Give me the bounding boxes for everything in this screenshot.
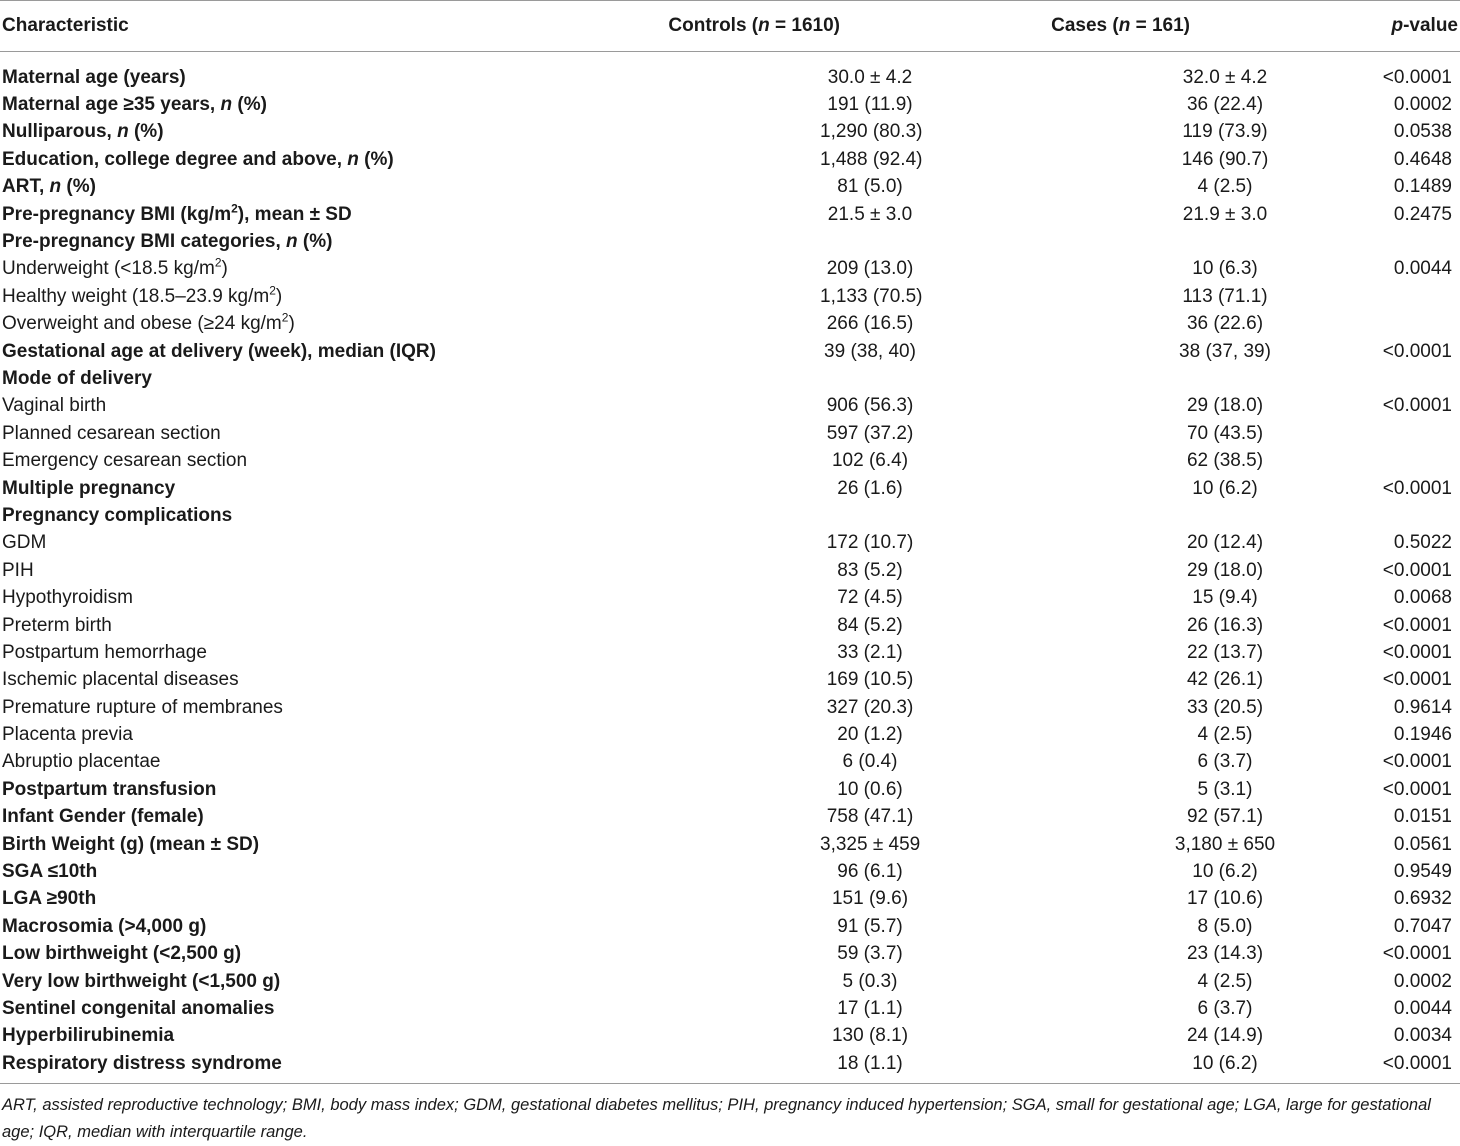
p-value: 0.1489	[1393, 176, 1452, 198]
controls-value: 81 (5.0)	[837, 176, 903, 198]
table-row	[0, 393, 1460, 420]
cases-value: 10 (6.2)	[1192, 477, 1258, 499]
cases-value: 29 (18.0)	[1186, 559, 1264, 581]
row-label: GDM	[2, 532, 47, 554]
row-label: Ischemic placental diseases	[2, 669, 239, 691]
row-label: Premature rupture of membranes	[2, 696, 283, 718]
controls-value: 1,488 (92.4)	[820, 148, 923, 170]
p-value: 0.0044	[1393, 258, 1452, 280]
controls-value: 20 (1.2)	[837, 724, 903, 746]
row-label: Macrosomia (>4,000 g)	[2, 915, 207, 937]
row-label: Abruptio placentae	[2, 751, 161, 773]
controls-value: 172 (10.7)	[826, 532, 914, 554]
cases-value: 3,180 ± 650	[1174, 833, 1276, 855]
cases-value: 33 (20.5)	[1186, 696, 1264, 718]
cases-value: 113 (71.1)	[1182, 285, 1268, 307]
controls-value: 169 (10.5)	[826, 669, 914, 691]
row-label: Pre-pregnancy BMI categories, n (%)	[2, 231, 333, 253]
controls-value: 84 (5.2)	[837, 614, 903, 636]
controls-value: 59 (3.7)	[837, 943, 903, 965]
row-label: Placenta previa	[2, 724, 133, 746]
p-value: <0.0001	[1382, 614, 1452, 636]
cases-value: 8 (5.0)	[1197, 915, 1253, 937]
p-value: <0.0001	[1382, 669, 1452, 691]
p-value	[1320, 420, 1460, 447]
table-row	[0, 311, 1460, 338]
cases-value: 10 (6.2)	[920, 1050, 1320, 1084]
cases-value: 26 (16.3)	[1186, 614, 1264, 636]
cases-value: 4 (2.5)	[1197, 724, 1253, 746]
row-label: Multiple pregnancy	[2, 477, 176, 499]
header-characteristic: Characteristic	[0, 1, 580, 52]
controls-value: 96 (6.1)	[837, 861, 903, 883]
controls-value: 758 (47.1)	[826, 806, 914, 828]
p-value: 0.7047	[1393, 915, 1452, 937]
table-row	[0, 475, 1460, 502]
cases-value: 10 (6.2)	[1192, 861, 1258, 883]
cases-value: 36 (22.6)	[1186, 313, 1264, 335]
table-row	[0, 694, 1460, 721]
controls-value: 266 (16.5)	[826, 313, 914, 335]
table-row	[0, 174, 1460, 201]
row-label: Hypothyroidism	[2, 587, 133, 609]
table-row	[0, 365, 1460, 392]
row-label: Birth Weight (g) (mean ± SD)	[2, 833, 260, 855]
header-controls: Controls (n = 1610)	[580, 1, 920, 52]
row-label: Very low birthweight (<1,500 g)	[2, 970, 281, 992]
cases-value: 24 (14.9)	[1186, 1025, 1264, 1047]
table-row	[0, 201, 1460, 228]
p-value: 0.4648	[1393, 148, 1452, 170]
table-row	[0, 530, 1460, 557]
row-label: LGA ≥90th	[2, 888, 97, 910]
table-row	[0, 968, 1460, 995]
cases-value: 146 (90.7)	[1181, 148, 1269, 170]
row-label: Low birthweight (<2,500 g)	[2, 943, 242, 965]
cases-value: 42 (26.1)	[1186, 669, 1264, 691]
p-value	[1320, 311, 1460, 338]
row-label: Healthy weight (18.5–23.9 $kg/m^2$)	[2, 283, 283, 307]
table-row	[0, 749, 1460, 776]
p-value	[1320, 228, 1460, 255]
cases-value: 4 (2.5)	[1197, 176, 1253, 198]
table-row	[0, 420, 1460, 447]
controls-value: 1,133 (70.5)	[820, 285, 923, 307]
cases-value: 22 (13.7)	[1186, 641, 1264, 663]
p-value: 0.0044	[1393, 997, 1452, 1019]
p-value: <0.0001	[1382, 66, 1452, 88]
p-value: 0.5022	[1393, 532, 1452, 554]
table-row	[0, 91, 1460, 118]
p-value: 0.1946	[1393, 724, 1452, 746]
row-label: Pregnancy complications	[2, 504, 233, 526]
controls-value	[580, 502, 920, 529]
cases-value: 6 (3.7)	[1197, 997, 1253, 1019]
row-label: ART, n (%)	[2, 176, 96, 198]
p-value	[1320, 365, 1460, 392]
row-label: Hyperbilirubinemia	[2, 1025, 175, 1047]
p-value: 0.6932	[1393, 888, 1452, 910]
row-label: Postpartum transfusion	[2, 778, 217, 800]
controls-value: 191 (11.9)	[827, 94, 913, 116]
table-row	[0, 256, 1460, 283]
row-label: Vaginal birth	[2, 395, 107, 417]
row-label: PIH	[2, 559, 34, 581]
table-row	[0, 941, 1460, 968]
header-cases: Cases (n = 161)	[920, 1, 1320, 52]
controls-value: 597 (37.2)	[826, 422, 914, 444]
table-row	[0, 995, 1460, 1022]
p-value	[1320, 283, 1460, 310]
p-value: 0.9549	[1393, 861, 1452, 883]
table-row	[0, 557, 1460, 584]
controls-value: 72 (4.5)	[837, 587, 903, 609]
table-row	[0, 776, 1460, 803]
p-value: <0.0001	[1382, 395, 1452, 417]
row-label: Gestational age at delivery (week), median (IQR)	[2, 340, 436, 362]
p-value: <0.0001	[1382, 943, 1452, 965]
controls-value: 39 (38, 40)	[824, 340, 916, 362]
cases-value: 4 (2.5)	[1197, 970, 1253, 992]
p-value: 0.2475	[1393, 203, 1452, 225]
cases-value: 21.9 ± 3.0	[1182, 203, 1268, 225]
p-value	[1320, 502, 1460, 529]
row-label: Sentinel congenital anomalies	[2, 997, 275, 1019]
row-label: Preterm birth	[2, 614, 112, 636]
cases-value: 23 (14.3)	[1186, 943, 1264, 965]
table-row	[0, 804, 1460, 831]
p-value: 0.0002	[1393, 94, 1452, 116]
row-label: Overweight and obese (≥24 $kg/m^2$)	[2, 310, 295, 335]
row-label: Respiratory distress syndrome	[0, 1050, 580, 1084]
controls-value: 209 (13.0)	[826, 258, 914, 280]
p-value: 0.9614	[1393, 696, 1452, 718]
row-label: Underweight (<18.5 $kg/m^2$)	[2, 256, 228, 280]
row-label: Maternal age (years)	[2, 66, 186, 88]
table-row	[0, 639, 1460, 666]
controls-value: 3,325 ± 459	[820, 833, 921, 855]
controls-value	[580, 228, 920, 255]
cases-value: 20 (12.4)	[1186, 532, 1264, 554]
cases-value: 38 (37, 39)	[1179, 340, 1271, 362]
cases-value: 32.0 ± 4.2	[1182, 66, 1268, 88]
controls-value: 33 (2.1)	[837, 641, 903, 663]
cases-value	[920, 502, 1320, 529]
controls-value: 21.5 ± 3.0	[827, 203, 913, 225]
p-value: 0.0002	[1393, 970, 1452, 992]
row-label: Maternal age ≥35 years, n (%)	[2, 94, 267, 116]
p-value: <0.0001	[1382, 340, 1452, 362]
row-label: Mode of delivery	[2, 367, 152, 389]
p-value	[1320, 447, 1460, 474]
cases-value: 15 (9.4)	[1192, 587, 1258, 609]
cases-value: 10 (6.3)	[1192, 258, 1258, 280]
controls-value	[580, 365, 920, 392]
controls-value: 102 (6.4)	[831, 450, 909, 472]
p-value: <0.0001	[1382, 778, 1452, 800]
table-row	[0, 1023, 1460, 1050]
table-row	[0, 831, 1460, 858]
p-value: 0.0561	[1393, 833, 1452, 855]
controls-value: 30.0 ± 4.2	[827, 66, 913, 88]
cases-value: 119 (73.9)	[1182, 121, 1268, 143]
controls-value: 10 (0.6)	[837, 778, 903, 800]
p-value: 0.0034	[1393, 1025, 1452, 1047]
header-p-value: p-value	[1320, 1, 1460, 52]
table-row	[0, 721, 1460, 748]
p-value: <0.0001	[1382, 477, 1452, 499]
table-row	[0, 64, 1460, 91]
row-label: Postpartum hemorrhage	[2, 641, 207, 663]
table-row	[0, 886, 1460, 913]
table-row	[0, 858, 1460, 885]
p-value: <0.0001	[1320, 1050, 1460, 1084]
controls-value: 26 (1.6)	[837, 477, 903, 499]
table-row	[0, 228, 1460, 255]
cases-value: 62 (38.5)	[1186, 450, 1264, 472]
controls-value: 6 (0.4)	[842, 751, 898, 773]
row-label: Planned cesarean section	[2, 422, 221, 444]
table-header-row	[0, 1, 1460, 52]
controls-value: 18 (1.1)	[580, 1050, 920, 1084]
cases-value: 6 (3.7)	[1197, 751, 1253, 773]
row-label: Pre-pregnancy BMI $(kg/m^2)$, mean ± SD	[2, 201, 352, 225]
controls-value: 83 (5.2)	[837, 559, 903, 581]
p-value: 0.0538	[1393, 121, 1452, 143]
p-value: <0.0001	[1382, 641, 1452, 663]
table-row	[0, 447, 1460, 474]
cases-value: 36 (22.4)	[1186, 94, 1264, 116]
table-row	[0, 1050, 1460, 1084]
table-footnote: ART, assisted reproductive technology; BMI, body mass index; GDM, gestational diabetes mellitus; PIH, pregnancy induced hypertension; SGA, small for gestational age; LGA, large for gestational age; IQR, median with interquartile range.	[2, 1096, 1431, 1142]
table-row	[0, 119, 1460, 146]
controls-value: 91 (5.7)	[837, 915, 903, 937]
table-row	[0, 667, 1460, 694]
table-row	[0, 584, 1460, 611]
table-row	[0, 502, 1460, 529]
controls-value: 130 (8.1)	[831, 1025, 909, 1047]
controls-value: 5 (0.3)	[842, 970, 898, 992]
controls-value: 1,290 (80.3)	[820, 121, 923, 143]
row-label: SGA ≤10th	[2, 861, 98, 883]
p-value: 0.0151	[1393, 806, 1452, 828]
table-row	[0, 612, 1460, 639]
cases-value: 29 (18.0)	[1186, 395, 1264, 417]
row-label: Emergency cesarean section	[2, 450, 248, 472]
row-label: Education, college degree and above, n (%)	[2, 148, 394, 170]
controls-value: 327 (20.3)	[826, 696, 914, 718]
cases-value	[920, 365, 1320, 392]
cases-value: 5 (3.1)	[1197, 778, 1253, 800]
cases-value: 70 (43.5)	[1186, 422, 1264, 444]
row-label: Nulliparous, n (%)	[2, 121, 164, 143]
controls-value: 906 (56.3)	[826, 395, 914, 417]
row-label: Infant Gender (female)	[2, 806, 204, 828]
table-row	[0, 283, 1460, 310]
controls-value: 151 (9.6)	[831, 888, 909, 910]
cases-value: 17 (10.6)	[1186, 888, 1264, 910]
p-value: <0.0001	[1382, 559, 1452, 581]
p-value: <0.0001	[1382, 751, 1452, 773]
controls-value: 17 (1.1)	[837, 997, 903, 1019]
cases-value: 92 (57.1)	[1186, 806, 1264, 828]
table-row	[0, 146, 1460, 173]
table-row	[0, 913, 1460, 940]
cases-value	[920, 228, 1320, 255]
p-value: 0.0068	[1393, 587, 1452, 609]
table-row	[0, 338, 1460, 365]
